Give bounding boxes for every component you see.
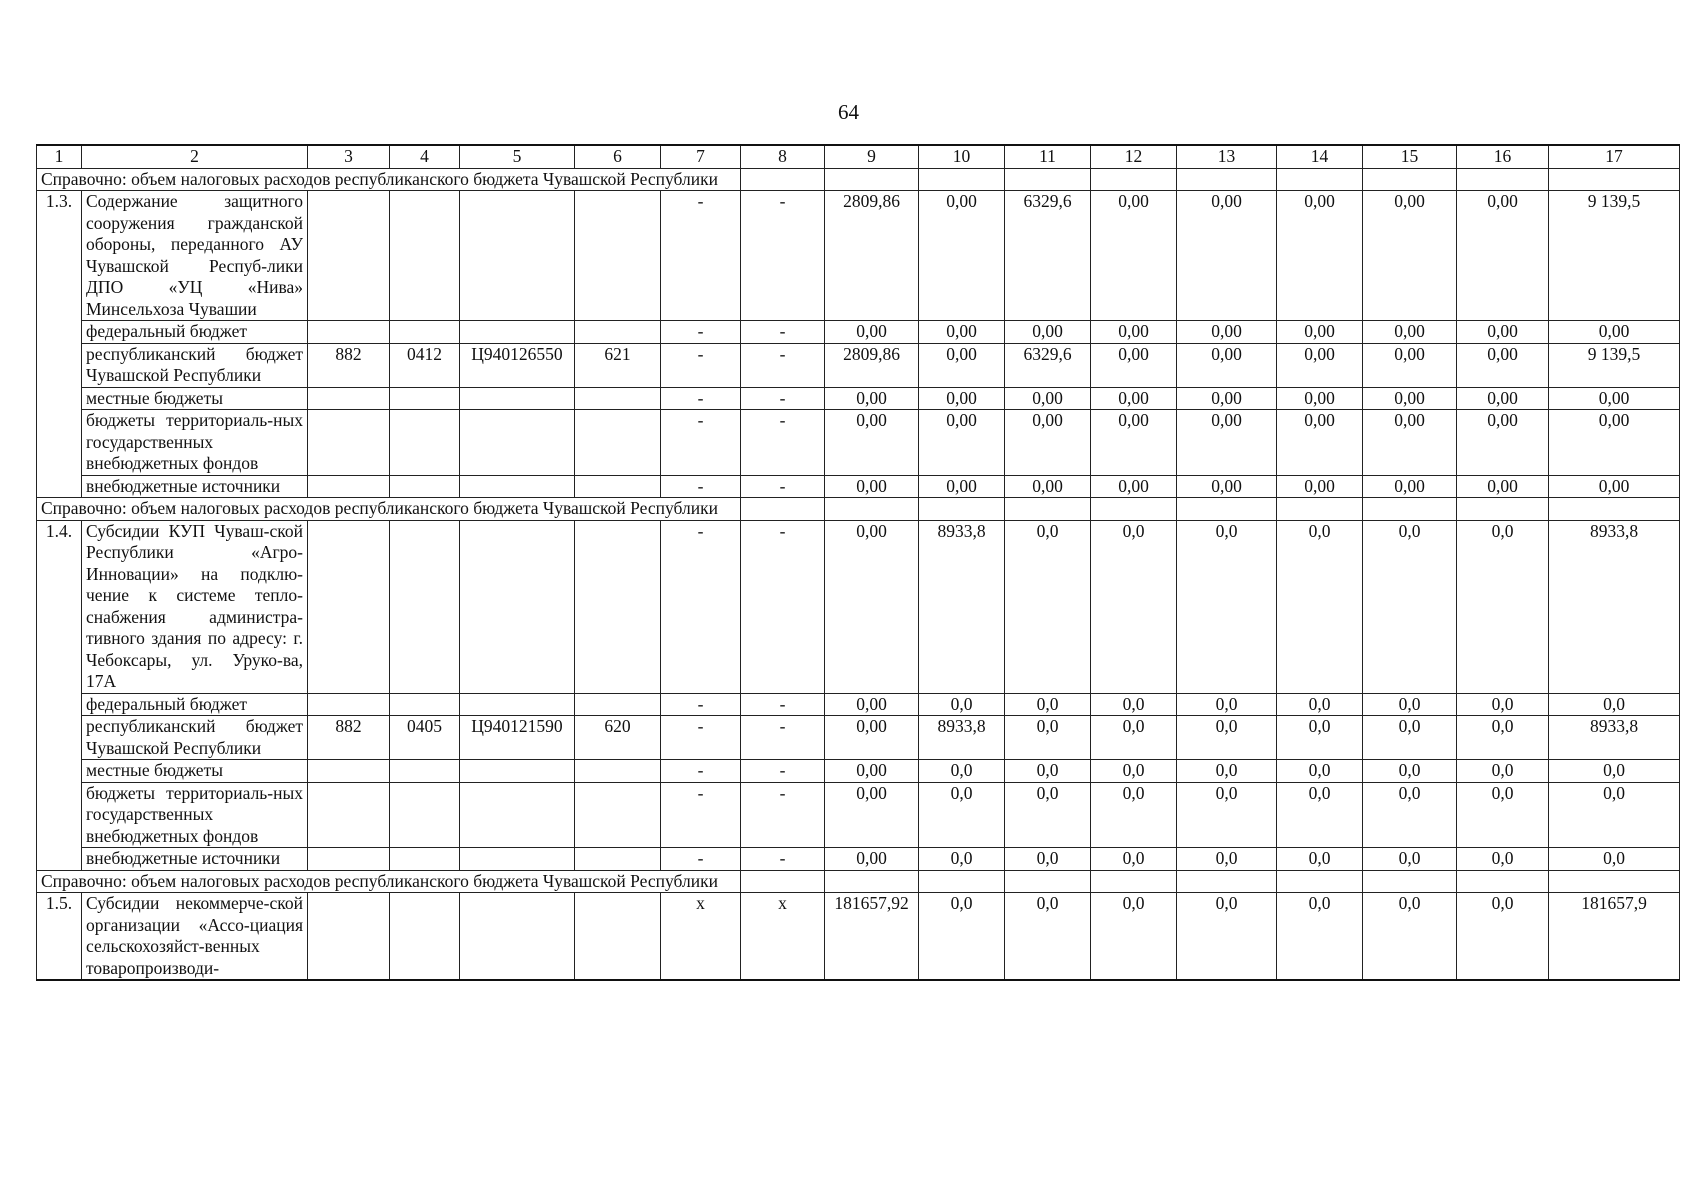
column-7-value: - bbox=[661, 760, 741, 783]
year-amount: 0,0 bbox=[1363, 760, 1457, 783]
empty-cell bbox=[1457, 870, 1549, 893]
year-amount: 0,0 bbox=[1177, 893, 1277, 981]
empty-cell bbox=[1363, 168, 1457, 191]
ministry-code bbox=[308, 693, 390, 716]
empty-cell bbox=[741, 168, 825, 191]
column-8-value: - bbox=[741, 848, 825, 871]
empty-cell bbox=[919, 498, 1005, 521]
expense-type-code bbox=[575, 893, 661, 981]
column-header: 2 bbox=[82, 145, 308, 168]
year-amount: 0,00 bbox=[1177, 387, 1277, 410]
section-code: 0412 bbox=[390, 343, 460, 387]
table-row bbox=[37, 760, 1680, 783]
year-amount: 0,0 bbox=[1177, 716, 1277, 760]
item-name: республиканский бюджет Чувашской Республики bbox=[82, 716, 308, 760]
section-code bbox=[390, 387, 460, 410]
column-7-value: - bbox=[661, 520, 741, 693]
year-amount: 0,0 bbox=[1091, 848, 1177, 871]
empty-cell bbox=[1549, 498, 1680, 521]
column-header: 15 bbox=[1363, 145, 1457, 168]
empty-cell bbox=[1005, 168, 1091, 191]
section-code bbox=[390, 191, 460, 321]
year-amount: 0,00 bbox=[825, 693, 919, 716]
year-amount: 0,00 bbox=[1005, 321, 1091, 344]
section-code bbox=[390, 321, 460, 344]
empty-cell bbox=[1549, 870, 1680, 893]
column-header: 3 bbox=[308, 145, 390, 168]
page-number: 64 bbox=[838, 100, 859, 124]
year-amount: 0,0 bbox=[1363, 893, 1457, 981]
empty-cell bbox=[1005, 498, 1091, 521]
column-7-value: - bbox=[661, 475, 741, 498]
year-amount: 0,00 bbox=[1277, 321, 1363, 344]
year-amount: 0,00 bbox=[825, 782, 919, 848]
item-index: 1.3. bbox=[37, 191, 82, 498]
table-row bbox=[37, 848, 1680, 871]
ministry-code bbox=[308, 520, 390, 693]
item-name: федеральный бюджет bbox=[82, 321, 308, 344]
target-article-code: Ц940121590 bbox=[460, 716, 575, 760]
ministry-code bbox=[308, 893, 390, 981]
year-amount: 0,0 bbox=[1277, 893, 1363, 981]
year-amount: 0,0 bbox=[1177, 782, 1277, 848]
column-8-value: - bbox=[741, 475, 825, 498]
year-amount: 0,0 bbox=[1005, 760, 1091, 783]
item-index: 1.5. bbox=[37, 893, 82, 981]
year-amount: 0,0 bbox=[1363, 716, 1457, 760]
ministry-code: 882 bbox=[308, 716, 390, 760]
column-8-value: - bbox=[741, 760, 825, 783]
column-7-value: - bbox=[661, 343, 741, 387]
table-row bbox=[37, 475, 1680, 498]
year-amount: 0,00 bbox=[1363, 410, 1457, 476]
column-header: 17 bbox=[1549, 145, 1680, 168]
empty-cell bbox=[1091, 870, 1177, 893]
column-header: 9 bbox=[825, 145, 919, 168]
section-code bbox=[390, 410, 460, 476]
year-amount: 8933,8 bbox=[919, 520, 1005, 693]
year-amount: 0,00 bbox=[1457, 321, 1549, 344]
empty-cell bbox=[1177, 168, 1277, 191]
reference-note: Справочно: объем налоговых расходов республиканского бюджета Чувашской Республики bbox=[37, 168, 741, 191]
year-amount: 0,0 bbox=[919, 693, 1005, 716]
year-amount: 0,0 bbox=[1549, 848, 1680, 871]
column-header: 6 bbox=[575, 145, 661, 168]
empty-cell bbox=[1277, 498, 1363, 521]
year-amount: 0,00 bbox=[1549, 387, 1680, 410]
year-amount: 0,0 bbox=[1005, 520, 1091, 693]
year-amount: 0,00 bbox=[1277, 191, 1363, 321]
column-7-value: - bbox=[661, 410, 741, 476]
item-name: республиканский бюджет Чувашской Республики bbox=[82, 343, 308, 387]
year-amount: 0,00 bbox=[1363, 387, 1457, 410]
year-amount: 0,00 bbox=[825, 760, 919, 783]
year-amount: 0,0 bbox=[1005, 693, 1091, 716]
year-amount: 181657,92 bbox=[825, 893, 919, 981]
year-amount: 0,00 bbox=[919, 321, 1005, 344]
target-article-code bbox=[460, 520, 575, 693]
empty-cell bbox=[1091, 498, 1177, 521]
expense-type-code bbox=[575, 191, 661, 321]
column-8-value: - bbox=[741, 191, 825, 321]
column-7-value: - bbox=[661, 848, 741, 871]
ministry-code bbox=[308, 321, 390, 344]
expense-type-code: 621 bbox=[575, 343, 661, 387]
year-amount: 9 139,5 bbox=[1549, 343, 1680, 387]
year-amount: 0,00 bbox=[1091, 475, 1177, 498]
year-amount: 8933,8 bbox=[1549, 520, 1680, 693]
empty-cell bbox=[1091, 168, 1177, 191]
table-row bbox=[37, 343, 1680, 387]
column-header: 13 bbox=[1177, 145, 1277, 168]
year-amount: 0,0 bbox=[1091, 693, 1177, 716]
column-7-value: - bbox=[661, 191, 741, 321]
year-amount: 0,00 bbox=[1005, 387, 1091, 410]
column-7-value: - bbox=[661, 693, 741, 716]
reference-note: Справочно: объем налоговых расходов республиканского бюджета Чувашской Республики bbox=[37, 498, 741, 521]
year-amount: 0,00 bbox=[1091, 321, 1177, 344]
ministry-code bbox=[308, 387, 390, 410]
year-amount: 0,00 bbox=[919, 475, 1005, 498]
expense-type-code bbox=[575, 520, 661, 693]
year-amount: 0,00 bbox=[1457, 475, 1549, 498]
ministry-code bbox=[308, 848, 390, 871]
year-amount: 0,0 bbox=[1091, 520, 1177, 693]
header-row bbox=[37, 145, 1680, 168]
item-name: Субсидии некоммерче-ской организации «Ассо-циация сельскохозяйст-венных товаропроизводи- bbox=[82, 893, 308, 981]
item-name: местные бюджеты bbox=[82, 760, 308, 783]
empty-cell bbox=[1277, 870, 1363, 893]
column-7-value: - bbox=[661, 387, 741, 410]
year-amount: 0,00 bbox=[1457, 191, 1549, 321]
expense-type-code bbox=[575, 321, 661, 344]
section-code bbox=[390, 475, 460, 498]
column-header: 16 bbox=[1457, 145, 1549, 168]
year-amount: 181657,9 bbox=[1549, 893, 1680, 981]
year-amount: 0,0 bbox=[1091, 893, 1177, 981]
year-amount: 0,00 bbox=[1091, 191, 1177, 321]
year-amount: 0,00 bbox=[1091, 410, 1177, 476]
empty-cell bbox=[1177, 498, 1277, 521]
column-8-value: - bbox=[741, 321, 825, 344]
section-code bbox=[390, 782, 460, 848]
year-amount: 0,00 bbox=[1177, 410, 1277, 476]
column-7-value: х bbox=[661, 893, 741, 981]
empty-cell bbox=[1457, 498, 1549, 521]
target-article-code bbox=[460, 760, 575, 783]
year-amount: 0,00 bbox=[825, 475, 919, 498]
year-amount: 0,00 bbox=[1549, 321, 1680, 344]
expense-type-code bbox=[575, 693, 661, 716]
column-header: 1 bbox=[37, 145, 82, 168]
year-amount: 0,00 bbox=[1005, 410, 1091, 476]
section-code bbox=[390, 520, 460, 693]
section-code bbox=[390, 848, 460, 871]
year-amount: 0,00 bbox=[1363, 321, 1457, 344]
year-amount: 0,00 bbox=[1177, 321, 1277, 344]
year-amount: 0,00 bbox=[1091, 343, 1177, 387]
empty-cell bbox=[1005, 870, 1091, 893]
year-amount: 0,0 bbox=[1457, 782, 1549, 848]
item-name: бюджеты территориаль-ных государственных внебюджетных фондов bbox=[82, 782, 308, 848]
year-amount: 0,0 bbox=[1005, 848, 1091, 871]
year-amount: 0,0 bbox=[1091, 782, 1177, 848]
target-article-code bbox=[460, 848, 575, 871]
column-8-value: - bbox=[741, 782, 825, 848]
expense-type-code: 620 bbox=[575, 716, 661, 760]
year-amount: 0,0 bbox=[1005, 893, 1091, 981]
empty-cell bbox=[825, 498, 919, 521]
target-article-code bbox=[460, 387, 575, 410]
item-name: бюджеты территориаль-ных государственных внебюджетных фондов bbox=[82, 410, 308, 476]
year-amount: 8933,8 bbox=[919, 716, 1005, 760]
expense-type-code bbox=[575, 387, 661, 410]
target-article-code bbox=[460, 782, 575, 848]
empty-cell bbox=[1549, 168, 1680, 191]
item-name: местные бюджеты bbox=[82, 387, 308, 410]
year-amount: 0,00 bbox=[825, 716, 919, 760]
ministry-code: 882 bbox=[308, 343, 390, 387]
target-article-code bbox=[460, 191, 575, 321]
year-amount: 0,00 bbox=[1091, 387, 1177, 410]
year-amount: 0,0 bbox=[1457, 693, 1549, 716]
year-amount: 0,0 bbox=[1091, 716, 1177, 760]
table-row bbox=[37, 716, 1680, 760]
year-amount: 0,0 bbox=[919, 893, 1005, 981]
year-amount: 0,0 bbox=[1363, 520, 1457, 693]
column-7-value: - bbox=[661, 782, 741, 848]
target-article-code bbox=[460, 893, 575, 981]
year-amount: 0,0 bbox=[919, 760, 1005, 783]
year-amount: 0,0 bbox=[1091, 760, 1177, 783]
table-row bbox=[37, 321, 1680, 344]
target-article-code bbox=[460, 475, 575, 498]
year-amount: 2809,86 bbox=[825, 343, 919, 387]
column-8-value: - bbox=[741, 343, 825, 387]
section-code bbox=[390, 893, 460, 981]
ministry-code bbox=[308, 475, 390, 498]
budget-table bbox=[36, 144, 1680, 981]
year-amount: 0,00 bbox=[825, 410, 919, 476]
target-article-code bbox=[460, 321, 575, 344]
year-amount: 0,0 bbox=[1363, 848, 1457, 871]
section-code bbox=[390, 693, 460, 716]
expense-type-code bbox=[575, 782, 661, 848]
year-amount: 0,00 bbox=[1177, 475, 1277, 498]
empty-cell bbox=[919, 870, 1005, 893]
year-amount: 6329,6 bbox=[1005, 343, 1091, 387]
year-amount: 0,00 bbox=[825, 387, 919, 410]
item-name: внебюджетные источники bbox=[82, 475, 308, 498]
year-amount: 0,0 bbox=[1277, 782, 1363, 848]
column-8-value: - bbox=[741, 716, 825, 760]
reference-note-row bbox=[37, 498, 1680, 521]
table-row bbox=[37, 410, 1680, 476]
year-amount: 0,00 bbox=[1277, 343, 1363, 387]
column-7-value: - bbox=[661, 321, 741, 344]
year-amount: 0,0 bbox=[1277, 520, 1363, 693]
year-amount: 0,0 bbox=[1363, 693, 1457, 716]
table-row bbox=[37, 893, 1680, 981]
year-amount: 0,0 bbox=[1457, 520, 1549, 693]
target-article-code bbox=[460, 410, 575, 476]
target-article-code bbox=[460, 693, 575, 716]
year-amount: 0,00 bbox=[919, 410, 1005, 476]
empty-cell bbox=[1177, 870, 1277, 893]
year-amount: 0,0 bbox=[1005, 716, 1091, 760]
empty-cell bbox=[919, 168, 1005, 191]
item-name: внебюджетные источники bbox=[82, 848, 308, 871]
ministry-code bbox=[308, 191, 390, 321]
column-8-value: х bbox=[741, 893, 825, 981]
empty-cell bbox=[1457, 168, 1549, 191]
year-amount: 0,0 bbox=[1277, 716, 1363, 760]
year-amount: 0,00 bbox=[1457, 410, 1549, 476]
item-name: Субсидии КУП Чуваш-ской Республики «Агро-Инновации» на подклю-чение к системе тепло-снабжения администра-тивного здания по адресу: г. Чебоксары, ул. Уруко-ва, 17А bbox=[82, 520, 308, 693]
column-8-value: - bbox=[741, 410, 825, 476]
column-header: 10 bbox=[919, 145, 1005, 168]
column-8-value: - bbox=[741, 520, 825, 693]
ministry-code bbox=[308, 760, 390, 783]
year-amount: 0,00 bbox=[1005, 475, 1091, 498]
year-amount: 0,00 bbox=[1277, 387, 1363, 410]
table-row bbox=[37, 191, 1680, 321]
column-header: 12 bbox=[1091, 145, 1177, 168]
year-amount: 0,0 bbox=[1457, 893, 1549, 981]
column-7-value: - bbox=[661, 716, 741, 760]
year-amount: 6329,6 bbox=[1005, 191, 1091, 321]
year-amount: 0,00 bbox=[919, 191, 1005, 321]
year-amount: 0,00 bbox=[1277, 410, 1363, 476]
year-amount: 0,00 bbox=[1177, 191, 1277, 321]
target-article-code: Ц940126550 bbox=[460, 343, 575, 387]
empty-cell bbox=[825, 870, 919, 893]
year-amount: 0,0 bbox=[919, 782, 1005, 848]
year-amount: 0,0 bbox=[1177, 520, 1277, 693]
year-amount: 0,0 bbox=[1457, 760, 1549, 783]
year-amount: 0,0 bbox=[1457, 848, 1549, 871]
item-index: 1.4. bbox=[37, 520, 82, 870]
year-amount: 0,0 bbox=[1277, 848, 1363, 871]
year-amount: 0,00 bbox=[825, 321, 919, 344]
year-amount: 0,0 bbox=[1277, 693, 1363, 716]
year-amount: 0,00 bbox=[1177, 343, 1277, 387]
year-amount: 0,00 bbox=[1277, 475, 1363, 498]
year-amount: 0,00 bbox=[1363, 191, 1457, 321]
column-header: 11 bbox=[1005, 145, 1091, 168]
empty-cell bbox=[1363, 870, 1457, 893]
reference-note-row bbox=[37, 870, 1680, 893]
table-row bbox=[37, 387, 1680, 410]
year-amount: 0,00 bbox=[919, 343, 1005, 387]
year-amount: 0,0 bbox=[1549, 782, 1680, 848]
expense-type-code bbox=[575, 848, 661, 871]
year-amount: 0,00 bbox=[825, 848, 919, 871]
year-amount: 0,0 bbox=[1363, 782, 1457, 848]
ministry-code bbox=[308, 410, 390, 476]
table-row bbox=[37, 520, 1680, 693]
item-name: федеральный бюджет bbox=[82, 693, 308, 716]
table-row bbox=[37, 693, 1680, 716]
empty-cell bbox=[1363, 498, 1457, 521]
empty-cell bbox=[741, 870, 825, 893]
year-amount: 0,00 bbox=[1457, 387, 1549, 410]
year-amount: 0,00 bbox=[1457, 343, 1549, 387]
year-amount: 8933,8 bbox=[1549, 716, 1680, 760]
empty-cell bbox=[825, 168, 919, 191]
year-amount: 0,00 bbox=[919, 387, 1005, 410]
year-amount: 0,0 bbox=[1005, 782, 1091, 848]
reference-note: Справочно: объем налоговых расходов республиканского бюджета Чувашской Республики bbox=[37, 870, 741, 893]
year-amount: 0,0 bbox=[1549, 760, 1680, 783]
table-row bbox=[37, 782, 1680, 848]
year-amount: 0,00 bbox=[825, 520, 919, 693]
year-amount: 0,0 bbox=[1457, 716, 1549, 760]
expense-type-code bbox=[575, 760, 661, 783]
empty-cell bbox=[741, 498, 825, 521]
year-amount: 0,0 bbox=[1549, 693, 1680, 716]
year-amount: 0,00 bbox=[1549, 475, 1680, 498]
year-amount: 0,0 bbox=[1277, 760, 1363, 783]
ministry-code bbox=[308, 782, 390, 848]
column-8-value: - bbox=[741, 387, 825, 410]
column-header: 14 bbox=[1277, 145, 1363, 168]
empty-cell bbox=[1277, 168, 1363, 191]
year-amount: 0,00 bbox=[1363, 475, 1457, 498]
column-header: 4 bbox=[390, 145, 460, 168]
expense-type-code bbox=[575, 410, 661, 476]
year-amount: 0,0 bbox=[1177, 848, 1277, 871]
column-8-value: - bbox=[741, 693, 825, 716]
year-amount: 0,00 bbox=[1363, 343, 1457, 387]
reference-note-row bbox=[37, 168, 1680, 191]
item-name: Содержание защитного сооружения гражданской обороны, переданного АУ Чувашской Респуб-лики ДПО «УЦ «Нива» Минсельхоза Чувашии bbox=[82, 191, 308, 321]
year-amount: 0,0 bbox=[919, 848, 1005, 871]
column-header: 8 bbox=[741, 145, 825, 168]
year-amount: 0,0 bbox=[1177, 760, 1277, 783]
year-amount: 9 139,5 bbox=[1549, 191, 1680, 321]
expense-type-code bbox=[575, 475, 661, 498]
section-code: 0405 bbox=[390, 716, 460, 760]
year-amount: 0,00 bbox=[1549, 410, 1680, 476]
year-amount: 0,0 bbox=[1177, 693, 1277, 716]
section-code bbox=[390, 760, 460, 783]
column-header: 7 bbox=[661, 145, 741, 168]
column-header: 5 bbox=[460, 145, 575, 168]
year-amount: 2809,86 bbox=[825, 191, 919, 321]
